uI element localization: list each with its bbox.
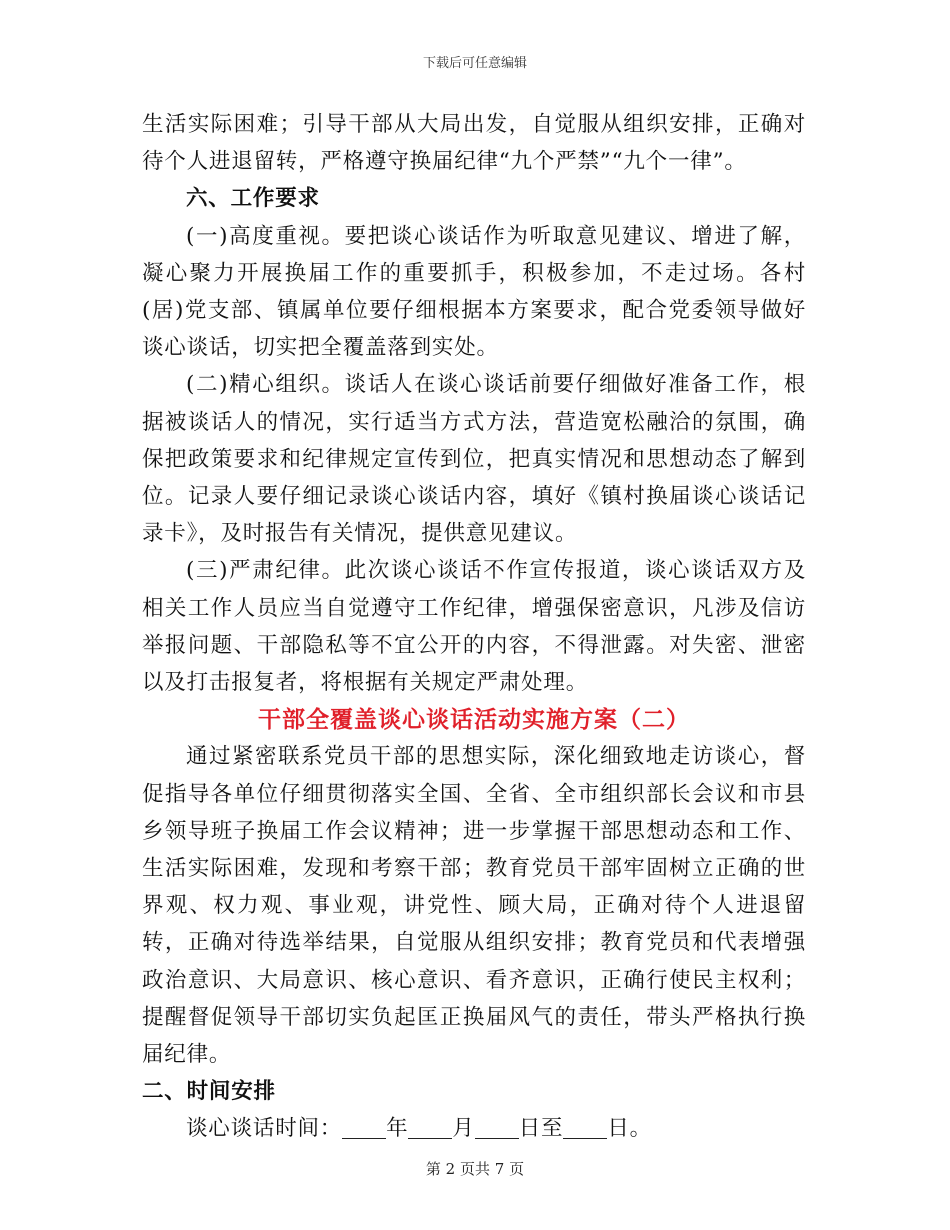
paragraph-careful-organization: (二)精心组织。谈话人在谈心谈话前要仔细做好准备工作，根据被谈话人的情况，实行适当方式方法，营造宽松融洽的氛围，确保把政策要求和纪律规定宣传到位，把真实情况和思想动态了解到位。记录人要仔细记录谈心谈话内容，填好《镇村换届谈心谈话记录卡》，及时报告有关情况，提供意见建议。 (142, 372, 806, 547)
day-to-unit: 日。 (607, 1116, 652, 1142)
document-body (142, 106, 806, 1148)
document-title-part-two: 干部全覆盖谈心谈话活动实施方案（二） (258, 706, 690, 734)
day-to-blank[interactable] (563, 1114, 607, 1139)
paragraph-high-attention: (一)高度重视。要把谈心谈话作为听取意见建议、增进了解，凝心聚力开展换届工作的重要抓手，积极参加，不走过场。各村(居)党支部、镇属单位要仔细根据本方案要求，配合党委领导做好谈心谈话，切实把全覆盖落到实处。 (142, 223, 806, 361)
year-blank[interactable] (342, 1114, 386, 1139)
day-from-unit: 日至 (518, 1116, 564, 1142)
time-label: 谈心谈话时间： (186, 1116, 343, 1142)
page-header: 下载后可任意编辑 (422, 56, 527, 71)
paragraph-continuation: 生活实际困难；引导干部从大局出发，自觉服从组织安排，正确对待个人进退留转，严格遵守换届纪律“九个严禁”“九个一律”。 (142, 112, 806, 175)
section-heading-schedule: 二、时间安排 (142, 1079, 276, 1105)
month-blank[interactable] (408, 1114, 452, 1139)
section-heading-work-requirements: 六、工作要求 (186, 186, 320, 212)
paragraph-purpose: 通过紧密联系党员干部的思想实际，深化细致地走访谈心，督促指导各单位仔细贯彻落实全国、全省、全市组织部长会议和市县乡领导班子换届工作会议精神；进一步掌握干部思想动态和工作、生活实际困难，发现和考察干部；教育党员干部牢固树立正确的世界观、权力观、事业观，讲党性、顾大局，正确对待个人进退留转，正确对待选举结果，自觉服从组织安排；教育党员和代表增强政治意识、大局意识、核心意识、看齐意识，正确行使民主权利；提醒督促领导干部切实负起匡正换届风气的责任，带头严格执行换届纪律。 (142, 744, 806, 1068)
paragraph-strict-discipline: (三)严肃纪律。此次谈心谈话不作宣传报道，谈心谈话双方及相关工作人员应当自觉遵守工作纪律，增强保密意识，凡涉及信访举报问题、干部隐私等不宜公开的内容，不得泄露。对失密、泄密以及打击报复者，将根据有关规定严肃处理。 (142, 558, 806, 696)
time-line (142, 1110, 806, 1147)
page-footer: 第 2 页共 7 页 (425, 1160, 525, 1178)
day-from-blank[interactable] (475, 1114, 519, 1139)
year-unit: 年 (386, 1116, 409, 1142)
month-unit: 月 (452, 1116, 475, 1142)
